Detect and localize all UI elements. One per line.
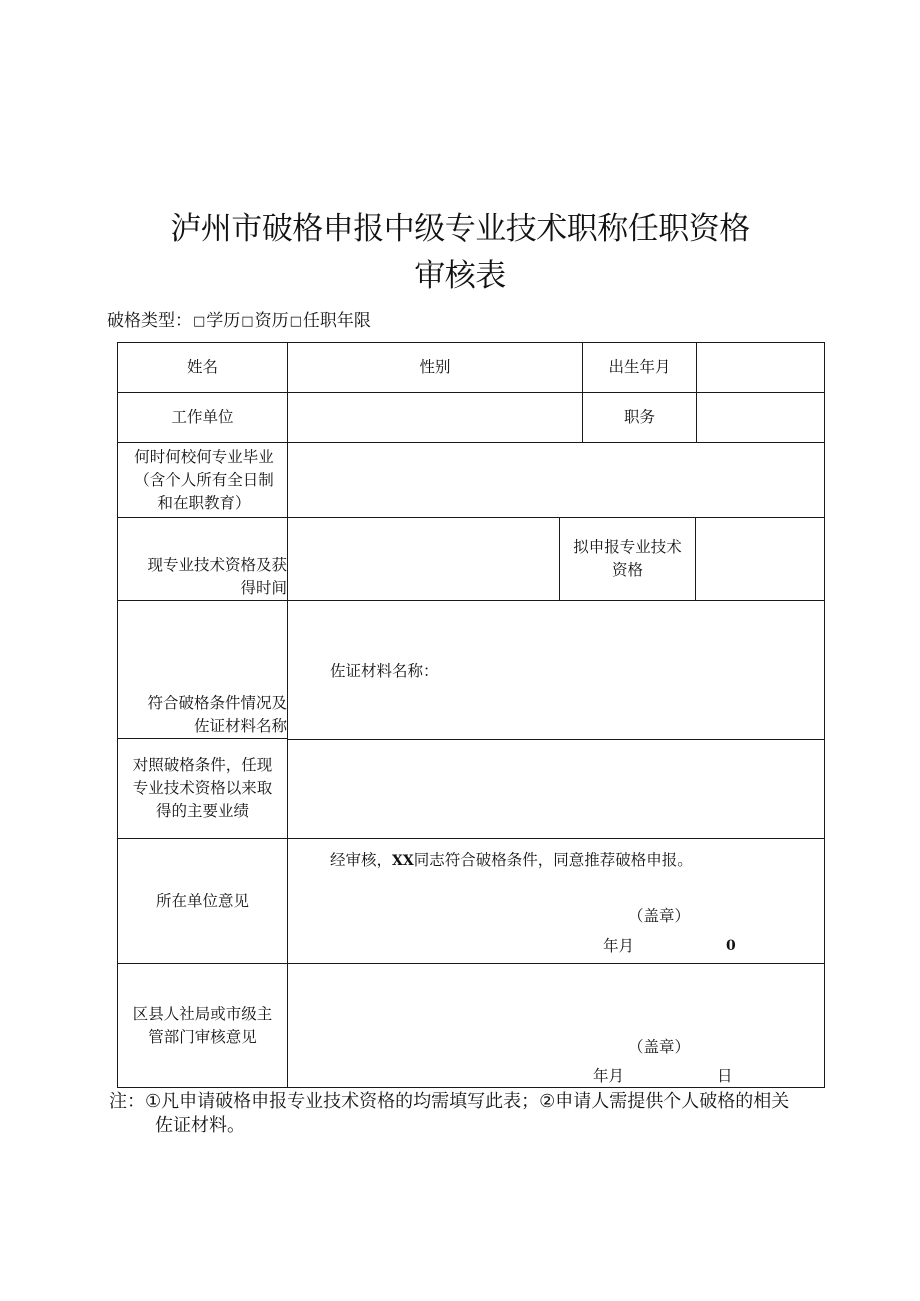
table-border-bottom — [117, 1087, 825, 1088]
gender-label: 性别 — [419, 358, 451, 376]
date-day: 0 — [726, 938, 736, 954]
dept-opinion-label-line: 管部门审核意见 — [148, 1027, 257, 1046]
proposed-qualification-label-line: 资格 — [611, 561, 643, 579]
dept-opinion-label — [118, 964, 287, 1087]
education-field[interactable] — [288, 443, 824, 517]
dept-opinion-label-line: 区县人社局或市级主 — [132, 1004, 273, 1023]
proposed-qualification-label — [560, 518, 695, 600]
unit-opinion-label: 所在单位意见 — [155, 891, 249, 910]
evidence-materials-label: 佐证材料名称： — [330, 662, 439, 680]
checkbox-icon[interactable]: □ — [289, 314, 302, 329]
form-note: 注：①凡申请破格申报专业技术资格的均需填写此表；②申请人需提供个人破格的相关 — [109, 1091, 790, 1112]
name-label: 姓名 — [186, 358, 218, 376]
current-qualification-label-line: 得时间 — [240, 579, 287, 597]
performance-label-line: 专业技术资格以来取 — [132, 779, 273, 797]
form-note-continued: 佐证材料。 — [155, 1115, 245, 1136]
form-title-line-1: 泸州市破格申报中级专业技术职称任职资格 — [170, 211, 750, 247]
breakthrough-type-label: 破格类型： — [107, 311, 192, 331]
conditions-label-line: 佐证材料名称 — [193, 717, 287, 735]
work-unit-field[interactable] — [288, 393, 582, 442]
position-label: 职务 — [623, 408, 655, 426]
current-qualification-label-line: 现专业技术资格及获 — [147, 556, 287, 574]
checkbox-icon[interactable]: □ — [241, 314, 254, 329]
education-label — [118, 443, 290, 517]
education-label-line: 何时何校何专业毕业 — [134, 447, 274, 466]
performance-field[interactable] — [288, 740, 824, 838]
seal-label: （盖章） — [628, 907, 691, 925]
date-year-month: 年月 — [603, 937, 635, 955]
birth-date-label: 出生年月 — [608, 358, 671, 376]
breakthrough-type-row — [107, 306, 371, 331]
unit-opinion-text: 经审核， — [330, 851, 393, 869]
position-field[interactable] — [697, 393, 824, 442]
conditions-field[interactable] — [288, 601, 824, 738]
work-unit-label: 工作单位 — [171, 408, 234, 426]
option-tenure: 任职年限 — [302, 311, 371, 331]
checkbox-icon[interactable]: □ — [193, 314, 206, 329]
unit-opinion-text: 同志符合破格条件，同意推荐破格申报。 — [413, 851, 693, 869]
proposed-qualification-field[interactable] — [696, 518, 824, 600]
education-label-line: 和在职教育） — [157, 493, 251, 512]
conditions-label — [118, 601, 287, 738]
table-border-right — [824, 342, 825, 1088]
performance-label — [118, 739, 287, 838]
proposed-qualification-label-line: 拟申报专业技术 — [573, 538, 682, 556]
date-year-month: 年月 — [593, 1067, 625, 1085]
birth-date-field[interactable] — [697, 343, 824, 392]
performance-label-line: 得的主要业绩 — [155, 802, 249, 820]
option-seniority: 资历 — [254, 311, 289, 331]
date-day: 日 — [717, 1067, 733, 1085]
current-qualification-label — [118, 518, 287, 600]
unit-opinion-statement — [330, 850, 693, 871]
form-title-line-2: 审核表 — [414, 258, 506, 294]
option-education: 学历 — [206, 311, 241, 331]
performance-label-line: 对照破格条件，任现 — [132, 756, 273, 774]
education-label-line: （含个人所有全日制 — [134, 470, 274, 489]
unit-opinion-name-placeholder: XX — [392, 853, 414, 869]
current-qualification-field[interactable] — [288, 518, 559, 600]
conditions-label-line: 符合破格条件情况及 — [147, 694, 287, 712]
seal-label: （盖章） — [628, 1038, 691, 1056]
